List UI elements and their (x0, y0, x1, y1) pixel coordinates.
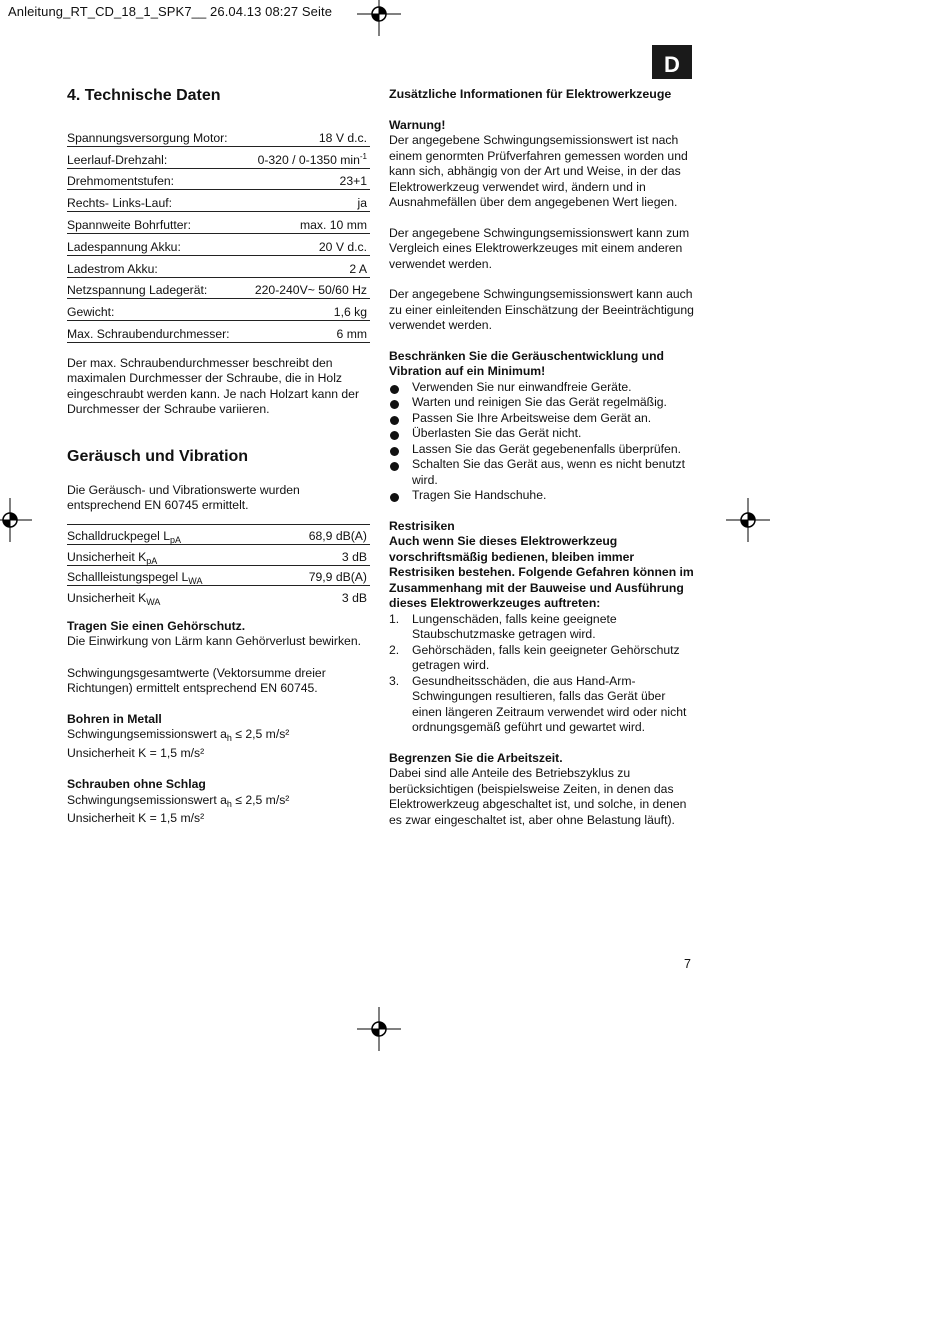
spec-value-text: 0-320 / 0-1350 min (257, 152, 360, 167)
bullet-icon (390, 431, 399, 440)
registration-mark-icon (726, 498, 770, 542)
spec-label: Rechts- Links-Lauf: (67, 190, 244, 212)
list-item-text: Gesundheitsschäden, die aus Hand-Arm-Schwingungen resultieren, falls das Gerät über einen längeren Zeitraum verwendet wird oder nicht ordnungsgemäß geführt und gewartet wird. (412, 673, 687, 734)
spec-label: Netzspannung Ladegerät: (67, 277, 244, 299)
spec-label: Spannweite Bohrfutter: (67, 212, 244, 234)
table-row (67, 212, 370, 234)
noise-label (67, 565, 276, 586)
noise-intro: Die Geräusch- und Vibrationswerte wurden entsprechend EN 60745 ermittelt. (67, 482, 300, 513)
noise-label (67, 586, 276, 606)
right-column (389, 87, 695, 828)
noise-value: 3 dB (276, 545, 370, 566)
list-item (389, 442, 695, 458)
tech-spec-table (67, 125, 370, 343)
spec-label: Drehmomentstufen: (67, 168, 244, 190)
noise-label-text: Unsicherheit K (67, 590, 147, 605)
print-slug: Anleitung_RT_CD_18_1_SPK7__ 26.04.13 08:27 Seite (8, 4, 333, 19)
risks-title: Restrisiken (389, 518, 455, 533)
list-number: 1. (389, 611, 400, 626)
list-item-text: Gehörschäden, falls kein geeigneter Gehörschutz getragen wird. (412, 642, 680, 672)
list-item-text: Tragen Sie Handschuhe. (412, 488, 547, 502)
list-item-text: Passen Sie Ihre Arbeitsweise dem Gerät an. (412, 410, 652, 425)
registration-mark-icon (0, 498, 32, 542)
noise-value: 79,9 dB(A) (276, 565, 370, 586)
screwing-title: Schrauben ohne Schlag (67, 777, 206, 792)
spec-value: 6 mm (244, 321, 370, 343)
metal-value-suffix: ≤ 2,5 m/s² (231, 727, 290, 742)
spec-value: ja (244, 190, 370, 212)
table-row (67, 168, 370, 190)
list-item (389, 411, 695, 427)
table-row (67, 146, 370, 168)
list-number: 3. (389, 673, 400, 688)
table-row (67, 233, 370, 255)
table-row (67, 586, 370, 606)
noise-label-sub: pA (146, 555, 158, 566)
spec-label: Leerlauf-Drehzahl: (67, 146, 244, 168)
list-item (389, 457, 695, 488)
table-row (67, 545, 370, 566)
table-row (67, 321, 370, 343)
left-column (67, 86, 370, 827)
screw-note: Der max. Schraubendurchmesser beschreibt den maximalen Durchmesser der Schraube, die in Holz eingeschraubt werden kann. Je nach Holzart kann der Durchmesser der Schraube variieren. (67, 355, 360, 417)
metal-value-prefix: Schwingungsemissionswert a (67, 727, 227, 742)
limit-title: Beschränken Sie die Geräuschentwicklung und Vibration auf ein Minimum! (389, 348, 664, 378)
spec-label: Spannungsversorgung Motor: (67, 125, 244, 146)
spec-value: 23+1 (244, 168, 370, 190)
table-row (67, 524, 370, 545)
noise-label-sub: pA (169, 535, 181, 546)
list-item (389, 380, 695, 396)
spec-value: 20 V d.c. (244, 233, 370, 255)
spec-value: 18 V d.c. (244, 125, 370, 146)
metal-value-sub: h (226, 733, 232, 744)
spec-label: Ladespannung Akku: (67, 233, 244, 255)
table-row (67, 565, 370, 586)
bullet-icon (390, 400, 399, 409)
table-row (67, 125, 370, 146)
warning-text: Der angegebene Schwingungsemissionswert ist nach einem genormten Prüfverfahren gemessen worden und kann sich, abhängig von der Art und Weise, in der das Elektrowerkzeug verwendet wird, ändern und in Ausnahmefällen über dem angegebenen Wert liegen. (389, 133, 688, 209)
noise-heading: Geräusch und Vibration (67, 447, 249, 465)
risks-intro: Auch wenn Sie dieses Elektrowerkzeug vorschriftsmäßig bedienen, bleiben immer Restrisiken bestehen. Folgende Gefahren können im Zusammenhang mit der Bauweise und Ausführung dieses Elektrowerkzeuges auftreten: (389, 534, 694, 610)
noise-table (67, 524, 370, 606)
screw-value-prefix: Schwingungsemissionswert a (67, 792, 227, 807)
list-item-text: Warten und reinigen Sie das Gerät regelmäßig. (412, 395, 667, 409)
noise-label-sub: WA (188, 576, 203, 587)
noise-value: 68,9 dB(A) (276, 524, 370, 545)
spec-value: 1,6 kg (244, 299, 370, 321)
risks-list (389, 612, 695, 736)
list-item-text: Verwenden Sie nur einwandfreie Geräte. (412, 379, 632, 394)
list-number: 2. (389, 642, 400, 657)
vibration-text: Schwingungsgesamtwerte (Vektorsumme dreier Richtungen) ermittelt entsprechend EN 60745. (67, 665, 326, 696)
spec-value-sup: -1 (359, 151, 367, 161)
spec-value: 2 A (244, 255, 370, 277)
table-row (67, 277, 370, 299)
noise-label (67, 524, 276, 545)
noise-label-text: Schalldruckpegel L (67, 529, 170, 544)
screwing-value (67, 793, 370, 809)
table-row (67, 190, 370, 212)
bullet-icon (390, 385, 399, 394)
metal-drilling-value (67, 727, 370, 743)
tech-heading: 4. Technische Daten (67, 87, 221, 104)
noise-label-text: Unsicherheit K (67, 549, 147, 564)
registration-mark-icon (357, 1007, 401, 1051)
warning-title: Warnung! (389, 117, 446, 132)
list-item-text: Schalten Sie das Gerät aus, wenn es nicht benutzt wird. (412, 457, 686, 487)
list-item-text: Lungenschäden, falls keine geeignete Staubschutzmaske getragen wird. (412, 611, 617, 641)
registration-mark-icon (357, 0, 401, 36)
bullet-icon (390, 493, 399, 502)
screwing-uncertainty: Unsicherheit K = 1,5 m/s² (67, 811, 205, 826)
list-item-text: Überlasten Sie das Gerät nicht. (412, 426, 582, 440)
bullet-icon (390, 447, 399, 456)
screw-value-sub: h (226, 798, 232, 809)
page-number: 7 (684, 957, 691, 971)
noise-label-sub: WA (146, 596, 161, 607)
spec-label: Ladestrom Akku: (67, 255, 244, 277)
spec-label: Gewicht: (67, 299, 244, 321)
bullet-icon (390, 462, 399, 471)
spec-label: Max. Schraubendurchmesser: (67, 321, 244, 343)
language-badge: D (652, 45, 692, 79)
extra-info-heading: Zusätzliche Informationen für Elektrowerkzeuge (389, 87, 672, 101)
hearing-protection-text: Die Einwirkung von Lärm kann Gehörverlust bewirken. (67, 634, 361, 649)
list-item (389, 488, 695, 504)
limit-list (389, 380, 695, 504)
noise-label-text: Schallleistungspegel L (67, 570, 189, 585)
table-row (67, 255, 370, 277)
table-row (67, 299, 370, 321)
assessment-text: Der angegebene Schwingungsemissionswert kann auch zu einer einleitenden Einschätzung der Beeinträchtigung verwendet werden. (389, 287, 694, 332)
worktime-title: Begrenzen Sie die Arbeitszeit. (389, 750, 563, 765)
list-item (389, 426, 695, 442)
spec-value: 220-240V~ 50/60 Hz (244, 277, 370, 299)
spec-value (244, 146, 370, 168)
screw-value-suffix: ≤ 2,5 m/s² (231, 792, 290, 807)
comparison-text: Der angegebene Schwingungsemissionswert kann zum Vergleich eines Elektrowerkzeuges mit einem anderen verwendet werden. (389, 225, 690, 271)
list-item (389, 674, 695, 736)
list-item (389, 395, 695, 411)
metal-drilling-uncertainty: Unsicherheit K = 1,5 m/s² (67, 745, 205, 760)
hearing-protection-title: Tragen Sie einen Gehörschutz. (67, 618, 246, 633)
noise-label (67, 545, 276, 566)
bullet-icon (390, 416, 399, 425)
worktime-text: Dabei sind alle Anteile des Betriebszyklus zu berücksichtigen (beispielsweise Zeiten, in denen das Elektrowerkzeug abgeschaltet ist, und solche, in denen es zwar eingeschaltet ist, aber ohne Belastung läuft). (389, 766, 687, 827)
spec-value: max. 10 mm (244, 212, 370, 234)
noise-value: 3 dB (341, 590, 367, 605)
metal-drilling-title: Bohren in Metall (67, 711, 162, 726)
list-item (389, 643, 695, 674)
list-item (389, 612, 695, 643)
list-item-text: Lassen Sie das Gerät gegebenenfalls überprüfen. (412, 441, 681, 456)
